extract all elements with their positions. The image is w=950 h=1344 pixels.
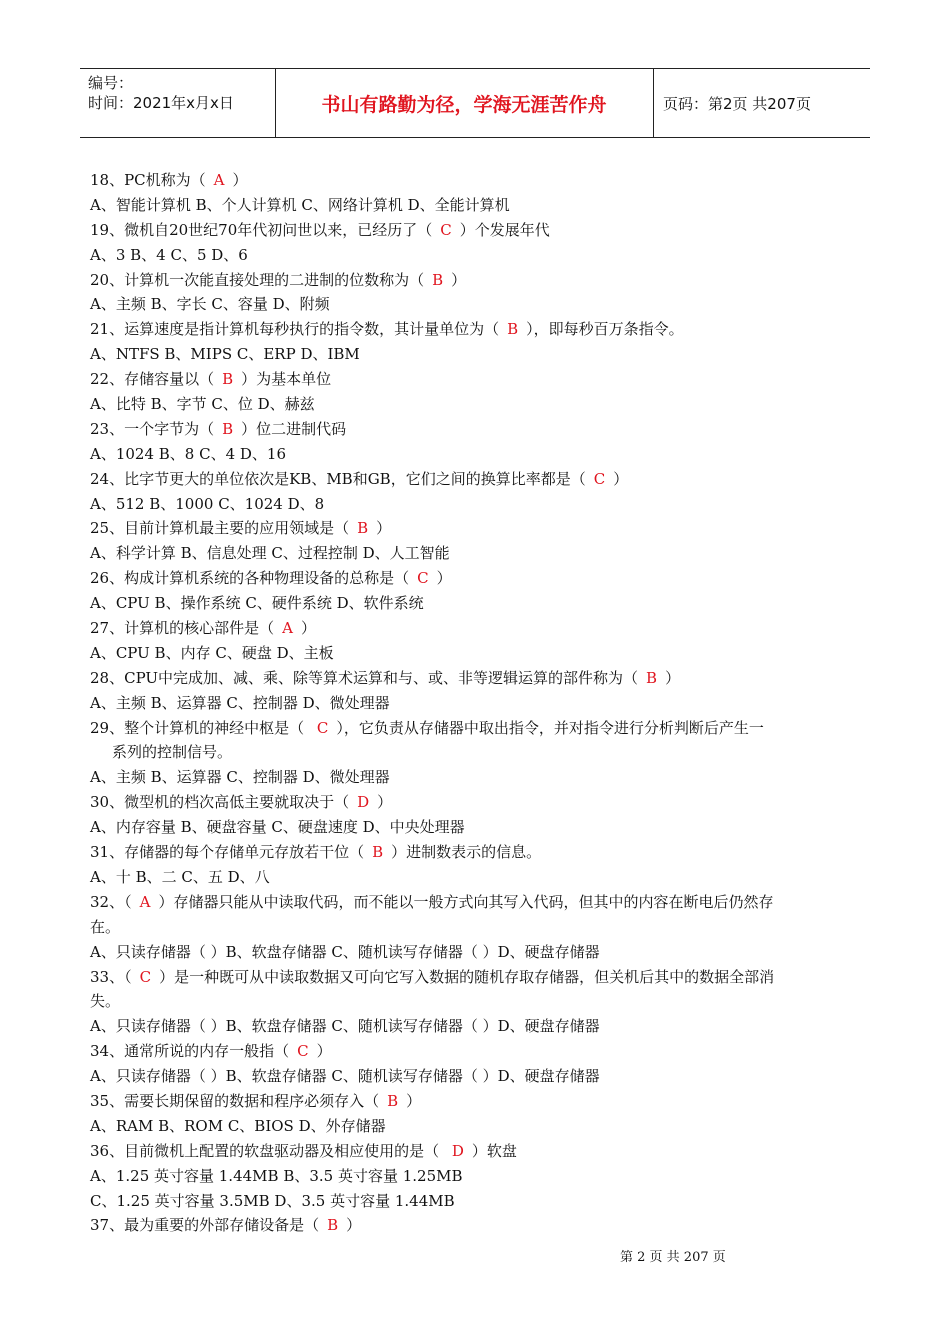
question-line [90,716,865,741]
header-info-cell [80,69,276,137]
option-line: A、CPU B、内存 C、硬盘 D、主板 [90,643,334,662]
option-line: 失。 [90,992,121,1011]
question-stem-end: ） [665,668,681,687]
doc-number-label: 编号： [88,74,134,92]
question-stem-start: 20、计算机一次能直接处理的二进制的位数称为（ [90,270,425,289]
question-stem-end: ），即每秒百万条指令。 [526,320,684,339]
option-line: A、1024 B、8 C、4 D、16 [90,444,287,463]
question-list [90,168,865,1238]
answer-letter: B [646,668,658,687]
question-line [90,566,865,591]
question-stem-start: 26、构成计算机系统的各种物理设备的总称是（ [90,569,410,588]
header-motto-cell [275,69,654,137]
question-stem-start: 35、需要长期保留的数据和程序必须存入（ [90,1091,380,1110]
header-page-number: 页码：第2页 共207页 [663,94,811,113]
question-line [90,168,865,193]
question-line [90,890,865,915]
answer-letter: B [222,370,234,389]
question-stem-start: 33、（ [90,967,132,986]
option-line: A、1.25 英寸容量 1.44MB B、3.5 英寸容量 1.25MB [90,1166,463,1185]
question-stem-start: 18、PC机称为（ [90,171,206,189]
question-line [90,516,865,541]
question-line [90,840,865,865]
question-stem-end: ）存储器只能从中读取代码，而不能以一般方式向其写入代码，但其中的内容在断电后仍然存 [158,892,774,911]
question-line [90,367,865,392]
option-line: A、RAM B、ROM C、BIOS D、外存储器 [90,1116,386,1135]
option-line: A、科学计算 B、信息处理 C、过程控制 D、人工智能 [90,544,450,563]
question-line [90,1139,865,1164]
page-header [80,68,870,138]
answer-letter: B [327,1216,339,1235]
option-line: A、512 B、1000 C、1024 D、8 [90,494,325,513]
question-stem-start: 25、目前计算机最主要的应用领域是（ [90,519,350,538]
option-line: A、主频 B、字长 C、容量 D、附频 [90,295,330,314]
question-line [90,616,865,641]
question-stem-end: ） [613,469,629,488]
question-stem-end: ） [406,1091,422,1110]
question-stem-end: ） [232,171,248,189]
question-stem-start: 27、计算机的核心部件是（ [90,619,275,638]
answer-letter: A [282,619,293,638]
question-stem-end: ） [300,619,316,638]
question-line [90,218,865,243]
question-stem-start: 32、（ [90,892,132,911]
question-line [90,1213,865,1238]
option-line: A、3 B、4 C、5 D、6 [90,245,248,264]
answer-letter: C [297,1042,309,1061]
option-line: A、比特 B、字节 C、位 D、赫兹 [90,395,315,414]
option-line: A、NTFS B、MIPS C、ERP D、IBM [90,345,360,364]
answer-letter: C [316,718,329,737]
question-stem-start: 29、整个计算机的神经中枢是（ [90,718,309,737]
question-stem-start: 31、存储器的每个存储单元存放若干位（ [90,843,365,862]
question-stem-start: 21、运算速度是指计算机每秒执行的指令数，其计量单位为（ [90,320,500,339]
question-stem-end: ） [316,1042,332,1061]
option-line: A、主频 B、运算器 C、控制器 D、微处理器 [90,693,390,712]
answer-letter: B [372,843,384,862]
answer-letter: D [357,793,370,812]
question-stem-end: ）进制数表示的信息。 [391,843,542,862]
question-line [90,1089,865,1114]
page-footer: 第 2 页 共 207 页 [620,1250,726,1265]
option-line: 在。 [90,917,121,936]
option-line: A、CPU B、操作系统 C、硬件系统 D、软件系统 [90,594,424,613]
option-line: A、只读存储器（ ）B、软盘存储器 C、随机读写存储器（ ）D、硬盘存储器 [90,1067,600,1086]
question-stem-start: 30、微型机的档次高低主要就取决于（ [90,793,350,812]
answer-letter: B [432,270,444,289]
question-stem-start: 36、目前微机上配置的软盘驱动器及相应使用的是（ [90,1141,444,1160]
answer-letter: A [213,171,225,189]
answer-letter: C [417,569,429,588]
answer-letter: C [593,469,606,488]
question-stem-end: ）为基本单位 [241,370,332,389]
question-stem-end: ） [377,793,393,812]
question-stem-end: ）位二进制代码 [241,419,347,438]
answer-letter: C [440,220,452,239]
question-stem-end: ） [451,270,467,289]
option-line: A、只读存储器（ ）B、软盘存储器 C、随机读写存储器（ ）D、硬盘存储器 [90,942,600,961]
answer-letter: B [507,320,519,339]
option-line: C、1.25 英寸容量 3.5MB D、3.5 英寸容量 1.44MB [90,1191,455,1210]
answer-letter: A [139,892,151,911]
question-stem-start: 37、最为重要的外部存储设备是（ [90,1216,320,1235]
answer-letter: B [357,519,369,538]
header-motto: 书山有路勤为径，学海无涯苦作舟 [321,93,607,116]
answer-letter: B [222,419,234,438]
question-stem-end: ）软盘 [471,1141,517,1160]
question-stem-start: 19、微机自20世纪70年代初问世以来，已经历了（ [90,220,433,239]
option-line: A、只读存储器（ ）B、软盘存储器 C、随机读写存储器（ ）D、硬盘存储器 [90,1017,600,1036]
answer-letter: D [451,1141,464,1160]
question-line [90,666,865,691]
question-line [90,317,865,342]
question-line [90,268,865,293]
question-stem-end: ），它负责从存储器中取出指令，并对指令进行分析判断后产生一 [336,718,764,737]
option-line: A、内存容量 B、硬盘容量 C、硬盘速度 D、中央处理器 [90,818,465,837]
question-line [90,417,865,442]
option-line: A、智能计算机 B、个人计算机 C、网络计算机 D、全能计算机 [90,195,510,214]
question-stem-start: 23、一个字节为（ [90,419,215,438]
question-line [90,965,865,990]
question-stem-start: 34、通常所说的内存一般指（ [90,1042,290,1061]
question-stem-start: 24、比字节更大的单位依次是KB、MB和GB，它们之间的换算比率都是（ [90,469,586,488]
question-stem-end: ） [376,519,392,538]
option-line: A、十 B、二 C、五 D、八 [90,867,270,886]
answer-letter: B [387,1091,399,1110]
question-line [90,790,865,815]
header-page-cell [653,69,870,137]
question-line [90,467,865,492]
question-stem-end: ） [346,1216,362,1235]
question-stem-end: ）是一种既可从中读取数据又可向它写入数据的随机存取存储器，但关机后其中的数据全部消 [159,967,775,986]
question-stem-start: 22、存储容量以（ [90,370,215,389]
question-stem-end: ） [436,569,452,588]
doc-time-label: 时间：2021年x月x日 [88,94,234,112]
answer-letter: C [139,967,152,986]
option-line: A、主频 B、运算器 C、控制器 D、微处理器 [90,768,390,787]
question-line [90,1039,865,1064]
question-stem-end: ）个发展年代 [459,220,550,239]
option-line: 系列的控制信号。 [112,743,233,762]
question-stem-start: 28、CPU中完成加、减、乘、除等算术运算和与、或、非等逻辑运算的部件称为（ [90,668,639,687]
